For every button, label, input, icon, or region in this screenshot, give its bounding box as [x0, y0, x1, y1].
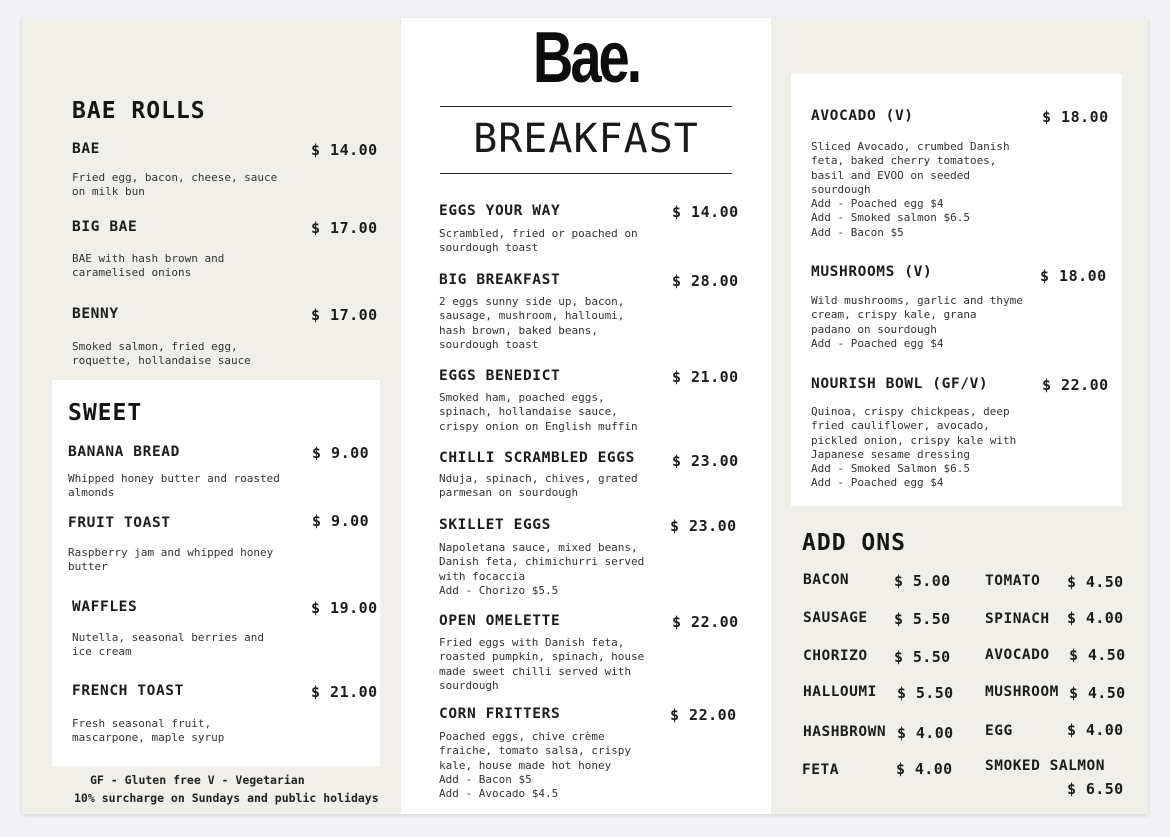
item-name: WAFFLES: [72, 599, 138, 615]
item-price: $ 19.00: [311, 599, 378, 617]
item-name: BANANA BREAD: [68, 444, 180, 460]
item-name: CHILLI SCRAMBLED EGGS: [439, 450, 635, 466]
addon-price: $ 5.50: [894, 648, 951, 666]
dietary-legend: GF - Gluten free V - Vegetarian: [90, 773, 305, 787]
item-description: Whipped honey butter and roasted almonds: [68, 472, 280, 500]
brand-logo: [401, 18, 771, 98]
item-price: $ 9.00: [312, 444, 370, 462]
item-price: $ 14.00: [311, 141, 378, 159]
addon-name: CHORIZO: [803, 648, 868, 664]
addon-name: MUSHROOM: [985, 684, 1059, 700]
item-description: Fresh seasonal fruit, mascarpone, maple syrup: [72, 717, 225, 745]
item-price: $ 18.00: [1042, 108, 1109, 126]
divider: [440, 173, 732, 174]
item-description: Fried egg, bacon, cheese, sauce on milk bun: [72, 171, 278, 199]
item-price: $ 22.00: [1042, 376, 1109, 394]
item-price: $ 22.00: [672, 613, 739, 631]
item-price: $ 21.00: [311, 683, 378, 701]
surcharge-note: 10% surcharge on Sundays and public holidays: [74, 791, 379, 805]
item-description: Raspberry jam and whipped honey butter: [68, 546, 274, 574]
item-description: Nduja, spinach, chives, grated parmesan on sourdough: [439, 472, 638, 500]
item-name: BIG BREAKFAST: [439, 272, 561, 288]
item-name: EGGS BENEDICT: [439, 368, 561, 384]
item-description: Smoked salmon, fried egg, roquette, hollandaise sauce: [72, 340, 251, 368]
addon-name: HALLOUMI: [803, 684, 877, 700]
item-description: Poached eggs, chive crème fraiche, tomato salsa, crispy kale, house made hot honey Add - Bacon $5 Add - Avocado $4.5: [439, 730, 632, 801]
addon-name: BACON: [803, 572, 850, 588]
item-name: MUSHROOMS (V): [811, 264, 933, 280]
addon-price: $ 4.00: [1067, 609, 1124, 627]
item-price: $ 23.00: [670, 517, 737, 535]
section-title-add-ons: ADD ONS: [802, 530, 906, 556]
item-name: BIG BAE: [72, 219, 138, 235]
item-price: $ 17.00: [311, 219, 378, 237]
section-title-bae-rolls: BAE ROLLS: [72, 98, 206, 124]
item-name: FRENCH TOAST: [72, 683, 184, 699]
item-name: CORN FRITTERS: [439, 706, 561, 722]
logo-text: Bae.: [532, 18, 640, 98]
addon-price: $ 6.50: [1067, 780, 1124, 798]
item-price: $ 14.00: [672, 203, 739, 221]
addon-price: $ 4.00: [1067, 721, 1124, 739]
item-description: Quinoa, crispy chickpeas, deep fried cauliflower, avocado, pickled onion, crispy kale with Japanese sesame dressing Add - Smoked Salmon $6.5 Add - Poached egg $4: [811, 405, 1017, 490]
item-name: NOURISH BOWL (GF/V): [811, 376, 989, 392]
item-name: EGGS YOUR WAY: [439, 203, 561, 219]
addon-name: SMOKED SALMON: [985, 758, 1105, 774]
addon-name: SPINACH: [985, 611, 1050, 627]
item-price: $ 28.00: [672, 272, 739, 290]
item-description: BAE with hash brown and caramelised onions: [72, 252, 225, 280]
item-price: $ 18.00: [1040, 267, 1107, 285]
addon-price: $ 4.50: [1067, 573, 1124, 591]
menu-sheet: [22, 18, 1148, 814]
section-title-sweet: SWEET: [68, 400, 143, 426]
divider: [440, 106, 732, 107]
page-title: BREAKFAST: [473, 116, 699, 162]
item-description: Wild mushrooms, garlic and thyme cream, crispy kale, grana padano on sourdough Add - Poached egg $4: [811, 294, 1023, 350]
item-price: $ 17.00: [311, 306, 378, 324]
item-name: OPEN OMELETTE: [439, 613, 561, 629]
addon-name: TOMATO: [985, 573, 1041, 589]
addon-price: $ 4.00: [896, 760, 953, 778]
item-description: 2 eggs sunny side up, bacon, sausage, mushroom, halloumi, hash brown, baked beans, sourdough toast: [439, 295, 625, 351]
item-price: $ 22.00: [670, 706, 737, 724]
addon-price: $ 5.50: [894, 610, 951, 628]
addon-price: $ 4.50: [1069, 646, 1126, 664]
item-description: Napoletana sauce, mixed beans, Danish feta, chimichurri served with focaccia Add - Chorizo $5.5: [439, 541, 645, 597]
addon-name: HASHBROWN: [803, 724, 887, 740]
item-name: FRUIT TOAST: [68, 515, 171, 531]
addon-name: FETA: [802, 762, 839, 778]
item-price: $ 23.00: [672, 452, 739, 470]
item-description: Sliced Avocado, crumbed Danish feta, baked cherry tomatoes, basil and EVOO on seeded sourdough Add - Poached egg $4 Add - Smoked salmon $6.5 Add - Bacon $5: [811, 140, 1010, 239]
item-name: AVOCADO (V): [811, 108, 914, 124]
item-description: Nutella, seasonal berries and ice cream: [72, 631, 265, 659]
page-title-wrap: [401, 116, 771, 162]
addon-price: $ 5.50: [897, 684, 954, 702]
item-price: $ 9.00: [312, 512, 370, 530]
addon-name: SAUSAGE: [803, 610, 868, 626]
item-name: BENNY: [72, 306, 119, 322]
item-description: Scrambled, fried or poached on sourdough toast: [439, 227, 638, 255]
addon-price: $ 4.50: [1069, 684, 1126, 702]
item-name: SKILLET EGGS: [439, 517, 551, 533]
addon-price: $ 5.00: [894, 572, 951, 590]
item-description: Fried eggs with Danish feta, roasted pumpkin, spinach, house made sweet chilli served with sourdough: [439, 636, 645, 692]
addon-name: AVOCADO: [985, 647, 1050, 663]
addon-name: EGG: [985, 723, 1013, 739]
addon-price: $ 4.00: [897, 724, 954, 742]
item-name: BAE: [72, 141, 100, 157]
item-description: Smoked ham, poached eggs, spinach, hollandaise sauce, crispy onion on English muffin: [439, 391, 638, 433]
item-price: $ 21.00: [672, 368, 739, 386]
